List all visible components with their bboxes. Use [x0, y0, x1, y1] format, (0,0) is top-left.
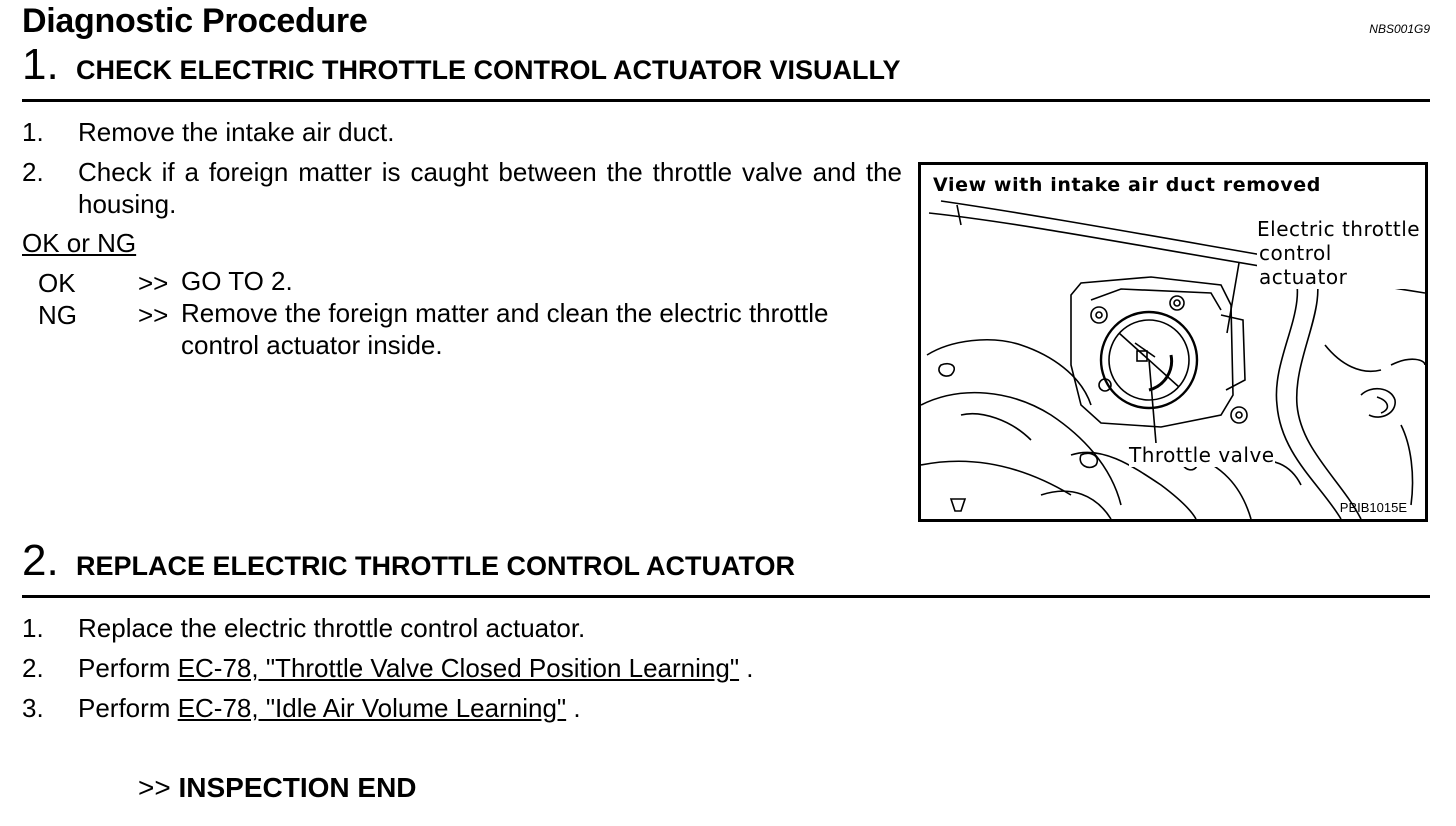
- step-1-list: [0, 116, 910, 219]
- list-item-number: 3.: [22, 693, 44, 723]
- list-item-text: Check if a foreign matter is caught between the throttle valve and the housing.: [78, 157, 902, 219]
- figure-label-throttle-valve: Throttle valve: [1129, 443, 1275, 467]
- figure-label-actuator-line-2: control actuator: [1259, 241, 1348, 289]
- step-2-heading: [22, 536, 795, 586]
- step-2-list: [0, 612, 910, 732]
- list-item-number: 2.: [22, 157, 44, 187]
- result-ng-text: Remove the foreign matter and clean the electric throttle control actuator inside.: [181, 298, 829, 360]
- figure-label-actuator-line-1: Electric throttle: [1257, 217, 1421, 241]
- list-item-prefix: Perform: [78, 693, 178, 723]
- document-id: NBS001G9: [1369, 22, 1430, 36]
- result-arrow: >>: [138, 268, 169, 298]
- list-item-text: Remove the intake air duct.: [78, 117, 395, 147]
- link-idle-air-volume-learning[interactable]: EC-78, "Idle Air Volume Learning": [177, 693, 567, 723]
- list-item-number: 1.: [22, 117, 44, 147]
- step-2-number: 2.: [22, 536, 59, 585]
- step-1-heading: [22, 40, 901, 90]
- inspection-end: [138, 772, 417, 804]
- result-list: [0, 268, 910, 368]
- list-item-text: Replace the electric throttle control actuator.: [78, 613, 586, 643]
- end-text: INSPECTION END: [178, 772, 417, 803]
- step-2-title: REPLACE ELECTRIC THROTTLE CONTROL ACTUATOR: [76, 551, 795, 581]
- list-item-number: 1.: [22, 613, 44, 643]
- list-item-text: [78, 692, 581, 724]
- link-throttle-valve-closed-position-learning[interactable]: EC-78, "Throttle Valve Closed Position Learning": [177, 653, 740, 683]
- result-ng-label: NG: [38, 300, 77, 330]
- figure-label-actuator: [1257, 217, 1425, 289]
- list-item-prefix: Perform: [78, 653, 178, 683]
- section-divider: [22, 99, 1430, 102]
- ok-or-ng-label: OK or NG: [22, 228, 137, 258]
- list-item-number: 2.: [22, 653, 44, 683]
- figure-title: View with intake air duct removed: [933, 174, 1321, 196]
- end-arrow: >>: [138, 772, 171, 803]
- result-ok-label: OK: [38, 268, 76, 298]
- throttle-figure: [918, 162, 1428, 522]
- list-item-suffix: .: [739, 653, 754, 683]
- page-title: Diagnostic Procedure: [22, 2, 368, 40]
- step-1-title: CHECK ELECTRIC THROTTLE CONTROL ACTUATOR VISUALLY: [76, 55, 901, 85]
- result-arrow: >>: [138, 300, 169, 330]
- step-1-number: 1.: [22, 40, 59, 89]
- result-ok-text: GO TO 2.: [181, 266, 293, 296]
- list-item-suffix: .: [566, 693, 581, 723]
- list-item-text: [78, 652, 754, 684]
- section-divider: [22, 595, 1430, 598]
- figure-code: PBIB1015E: [1339, 500, 1407, 515]
